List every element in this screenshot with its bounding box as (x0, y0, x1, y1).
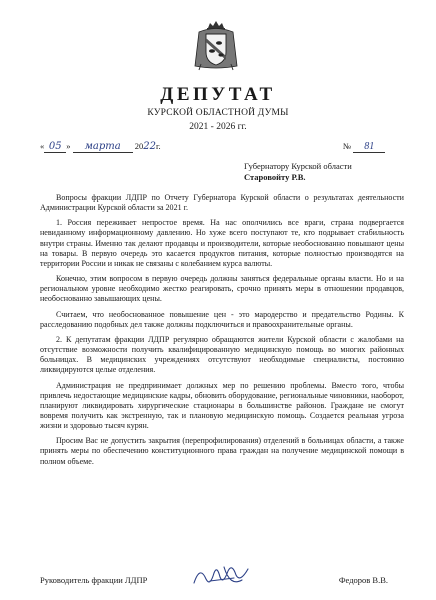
addressee (244, 161, 352, 183)
date-line (40, 141, 161, 153)
kursk-coat-of-arms-icon (193, 20, 239, 72)
addressee-name: Старовойту Р.В. (244, 172, 306, 182)
signatory-position: Руководитель фракции ЛДПР (40, 575, 148, 585)
document-number (343, 141, 385, 153)
letterhead-title: ДЕПУТАТ (160, 84, 276, 105)
date-year-prefix: 20 (134, 141, 144, 151)
letter-body (40, 193, 404, 472)
number-field (353, 141, 385, 153)
number-sign: № (343, 141, 352, 151)
body-paragraph: Просим Вас не допустить закрытия (перепрофилирования) отделений в больницах области, а также принять меры по обеспечению конституционного права граждан на получение медицинской помощи в полном объеме. (40, 436, 404, 466)
date-month: марта (84, 141, 121, 152)
date-day-field (44, 141, 66, 153)
date-quote-close: » (66, 141, 71, 151)
signatory-name: Федоров В.В. (338, 575, 388, 585)
body-paragraph: Конечно, этим вопросом в первую очередь должны заняться федеральные органы власти. Но и на региональном уровне необходимо жестко реагировать, срочно принять меры в отношении продавцов, необоснованно завышающих цены. (40, 274, 404, 304)
handwritten-signature (190, 561, 256, 589)
date-year-suffix: 22 (143, 141, 156, 152)
date-day: 05 (48, 141, 62, 152)
body-paragraph: 2. К депутатам фракции ЛДПР регулярно обращаются жители Курской области с жалобами на отсутствие возможности получить квалифицированную медицинскую помощь во многих районных больницах. В медицинских учреждениях отсутствуют необходимые специалисты, постоянно ликвидируются целые отделения. (40, 334, 404, 375)
letterhead-years: 2021 - 2026 гг. (189, 122, 247, 132)
letterhead-subtitle: КУРСКОЙ ОБЛАСТНОЙ ДУМЫ (147, 108, 289, 118)
body-paragraph: Считаем, что необоснованное повышение цен - это мародерство и предательство Родины. К расследованию подобных дел также должны подключиться и правоохранительные органы. (40, 309, 404, 329)
date-quote-open: « (40, 141, 45, 151)
date-month-field (73, 141, 133, 153)
body-paragraph: 1. Россия переживает непростое время. На нас ополчились все враги, страна подвергается невиданному информационному давлению. Но хуже всего поступают те, кто подрывает стабильность внутри страны. Именно так делают продавцы и производители, которые необоснованно повышают цены на товары. В первую очередь это касается продуктов питания, которые полностью производятся на территории России и никак не связаны с колебанием курса валюты. (40, 218, 404, 268)
body-paragraph: Администрация не предпринимает должных мер по решению проблемы. Вместо того, чтобы привлечь недостающие медицинские кадры, обновить оборудование, региональные чиновники, наоборот, планируют ликвидировать хирургические стационары в большинстве районов. Граждане не смогут вовремя получить как экстренную, так и плановую медицинскую помощь. Создается реальная угроза жизни и здоровью тысяч курян. (40, 380, 404, 431)
date-year-unit: г. (155, 141, 161, 151)
addressee-position: Губернатору Курской области (244, 161, 352, 171)
number-value: 81 (364, 141, 375, 152)
body-paragraph: Вопросы фракции ЛДПР по Отчету Губернатора Курской области о результатах деятельности Администрации Курской области за 2021 г. (40, 193, 404, 213)
